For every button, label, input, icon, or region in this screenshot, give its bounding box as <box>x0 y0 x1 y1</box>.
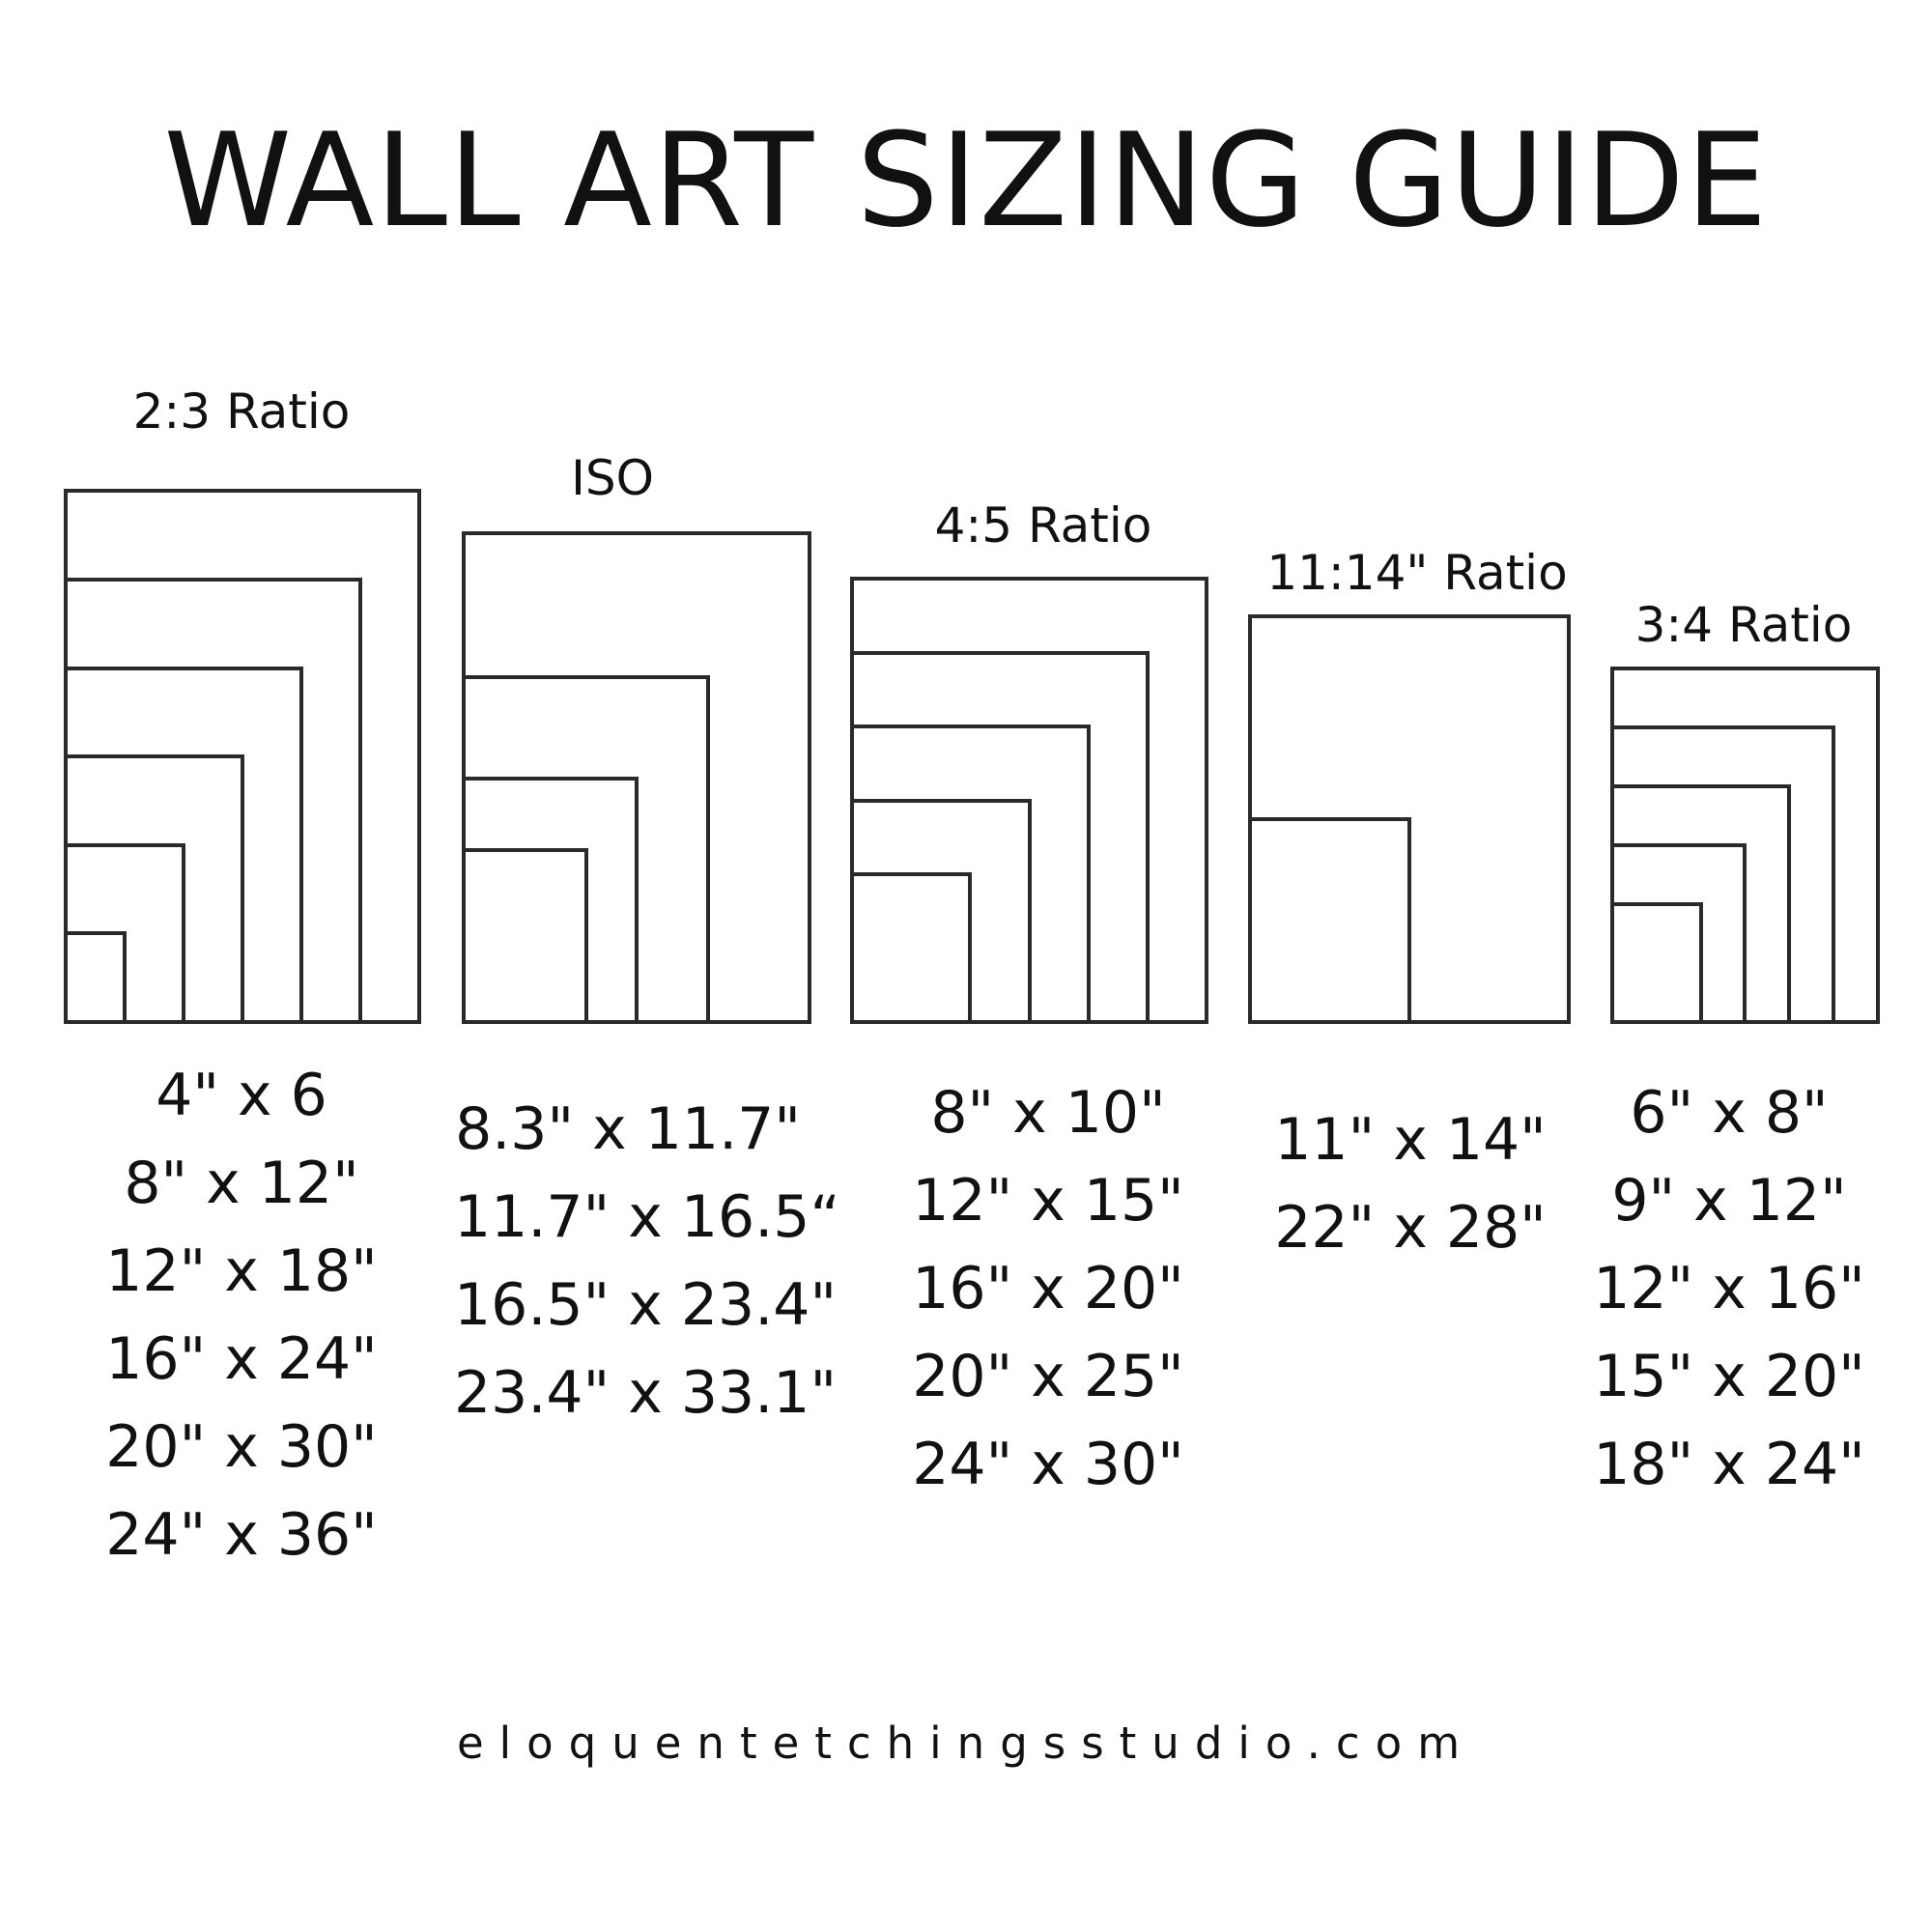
frame-12x18 <box>66 756 242 1022</box>
group-label-4-5: 4:5 Ratio <box>934 497 1152 554</box>
size-item: 16.5" x 23.4" <box>454 1271 838 1339</box>
frame-9x12 <box>1612 845 1745 1022</box>
frame-4x6 <box>66 933 125 1022</box>
size-item: 18" x 24" <box>1593 1431 1865 1498</box>
frames-3-4 <box>1612 668 1878 1022</box>
size-item: 12" x 18" <box>105 1237 378 1305</box>
frames-2-3 <box>66 491 419 1022</box>
size-item: 20" x 30" <box>105 1413 378 1481</box>
size-list-3-4 <box>1584 1069 1874 1509</box>
group-label-2-3: 2:3 Ratio <box>132 384 351 440</box>
frame-11x14 <box>1250 819 1409 1022</box>
size-item: 15" x 20" <box>1593 1343 1865 1410</box>
size-list-11-14 <box>1261 1096 1560 1272</box>
size-item: 11" x 14" <box>1274 1106 1547 1174</box>
size-list-4-5 <box>884 1069 1212 1509</box>
size-item: 9" x 12" <box>1611 1167 1847 1235</box>
group-label-11-14: 11:14" Ratio <box>1266 545 1568 601</box>
frames-11-14 <box>1250 616 1569 1022</box>
group-label-iso: ISO <box>571 450 654 506</box>
size-item: 11.7" x 16.5“ <box>454 1183 840 1251</box>
size-item: 22" x 28" <box>1274 1194 1547 1262</box>
size-item: 8.3" x 11.7" <box>455 1095 801 1163</box>
size-item: 4" x 6 <box>156 1062 327 1129</box>
size-item: 12" x 16" <box>1593 1255 1865 1322</box>
size-item: 24" x 30" <box>912 1431 1184 1498</box>
frame-a3 <box>464 779 637 1022</box>
size-item: 23.4" x 33.1" <box>454 1359 838 1427</box>
size-item: 8" x 10" <box>930 1079 1166 1147</box>
size-list-iso <box>454 1086 840 1437</box>
size-item: 16" x 20" <box>912 1255 1184 1322</box>
size-item: 24" x 36" <box>105 1501 378 1569</box>
frame-20x30 <box>66 580 360 1022</box>
size-item: 12" x 15" <box>912 1167 1184 1235</box>
frames-4-5 <box>852 579 1207 1022</box>
page-title: WALL ART SIZING GUIDE <box>163 105 1769 256</box>
size-item: 6" x 8" <box>1630 1079 1829 1147</box>
frame-20x25 <box>852 653 1148 1022</box>
frame-15x20 <box>1612 727 1833 1022</box>
size-item: 16" x 24" <box>105 1325 378 1393</box>
frame-12x15 <box>852 801 1030 1022</box>
frame-6x8 <box>1612 904 1701 1022</box>
size-list-2-3 <box>77 1052 406 1579</box>
frame-8x10 <box>852 874 970 1022</box>
size-item: 20" x 25" <box>912 1343 1184 1410</box>
frame-a4 <box>464 850 586 1022</box>
group-label-3-4: 3:4 Ratio <box>1634 597 1853 653</box>
frames-iso <box>464 533 810 1022</box>
size-item: 8" x 12" <box>124 1150 359 1217</box>
website-url: eloquentetchingsstudio.com <box>456 1718 1476 1769</box>
